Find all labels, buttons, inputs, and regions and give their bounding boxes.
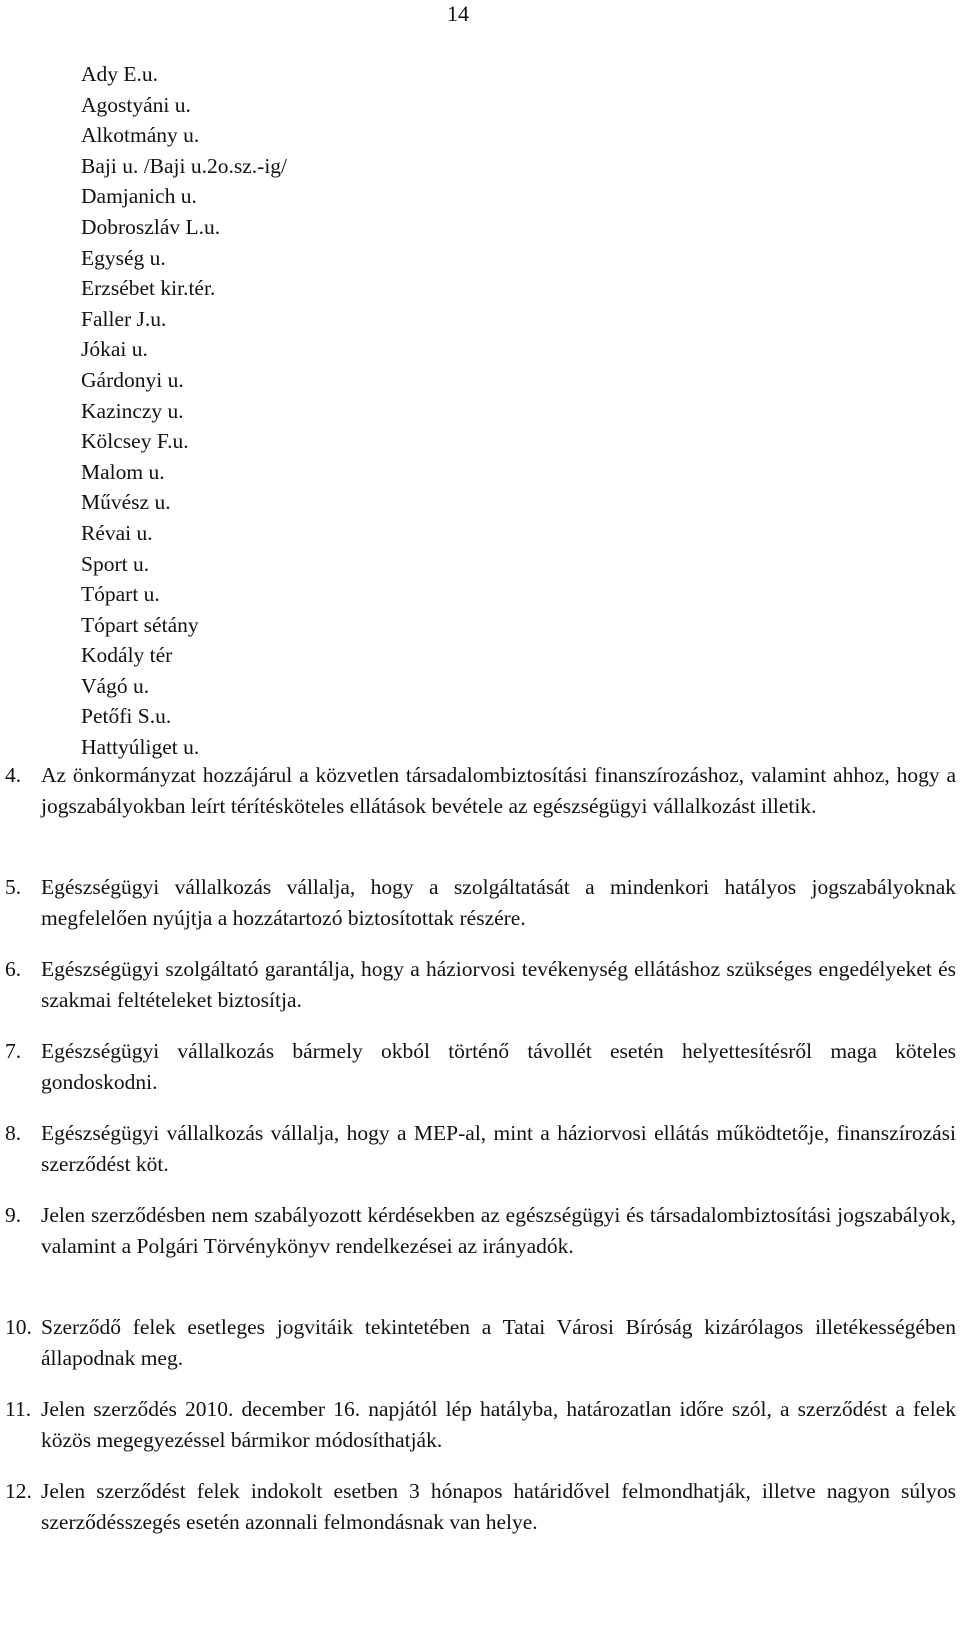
street-item: Révai u. [81,520,153,545]
clause-number: 5. [5,875,22,899]
clause-number: 4. [5,763,22,787]
street-item: Hattyúliget u. [81,735,200,760]
clause-text: Az önkormányzat hozzájárul a közvetlen társadalombiztosítási finanszírozáshoz, valamint ahhoz, hogy a jogszabályokban leírt térítésköteles ellátások bevétele az egészségügyi vállalkozást illetik. [41,763,956,818]
clause-number: 11. [5,1397,32,1421]
street-item: Jókai u. [81,337,148,362]
clause-number: 7. [5,1039,22,1063]
street-item: Kazinczy u. [81,398,184,423]
clause-number: 8. [5,1121,22,1145]
clause-number: 12. [5,1479,32,1503]
clause-text: Jelen szerződés 2010. december 16. napjától lép hatályba, határozatlan időre szól, a szerződést a felek közös megegyezéssel bármikor módosíthatják. [41,1397,956,1452]
street-item: Vágó u. [81,673,150,698]
clause-text: Jelen szerződésben nem szabályozott kérdésekben az egészségügyi és társadalombiztosítási jogszabályok, valamint a Polgári Törvénykönyv rendelkezései az irányadók. [41,1203,956,1258]
street-item: Malom u. [81,459,165,484]
street-item: Alkotmány u. [81,123,200,148]
street-item: Ady E.u. [81,62,159,86]
street-item: Sport u. [81,551,150,576]
street-item: Damjanich u. [81,184,197,209]
clause-text: Egészségügyi vállalkozás vállalja, hogy a MEP-al, mint a háziorvosi ellátás működtetője, finanszírozási szerződést köt. [41,1121,956,1176]
street-item: Faller J.u. [81,306,167,331]
street-item: Kölcsey F.u. [81,429,189,454]
clause-text: Egészségügyi vállalkozás bármely okból történő távollét esetén helyettesítésről maga köteles gondoskodni. [41,1039,956,1094]
street-item: Erzsébet kir.tér. [81,276,216,301]
clause-number: 9. [5,1203,22,1227]
clause-text: Egészségügyi szolgáltató garantálja, hogy a háziorvosi tevékenység ellátáshoz szükséges engedélyeket és szakmai feltételeket biztosítja. [41,957,956,1012]
clause-number: 6. [5,957,22,981]
page-number: 14 [447,1,469,26]
street-item: Petőfi S.u. [81,704,172,729]
street-item: Gárdonyi u. [81,367,184,392]
street-list [81,59,287,763]
street-item: Tópart sétány [81,612,199,637]
clause-text: Egészségügyi vállalkozás vállalja, hogy a szolgáltatását a mindenkori hatályos jogszabályoknak megfelelően nyújtja a hozzátartozó biztosítottak részére. [41,875,956,930]
clause-text: Jelen szerződést felek indokolt esetben 3 hónapos határidővel felmondhatják, illetve nagyon súlyos szerződésszegés esetén azonnali felmondásnak van helye. [41,1479,956,1534]
street-item: Egység u. [81,245,166,270]
clause-text: Szerződő felek esetleges jogvitáik tekintetében a Tatai Városi Bíróság kizárólagos illetékességében állapodnak meg. [41,1315,956,1370]
street-item: Agostyáni u. [81,92,191,117]
street-item: Kodály tér [81,643,173,668]
street-item: Tópart u. [81,582,160,607]
street-item: Baji u. /Baji u.2o.sz.-ig/ [81,153,288,178]
street-item: Dobroszláv L.u. [81,214,221,239]
clause-number: 10. [5,1315,32,1339]
street-item: Művész u. [81,490,171,515]
